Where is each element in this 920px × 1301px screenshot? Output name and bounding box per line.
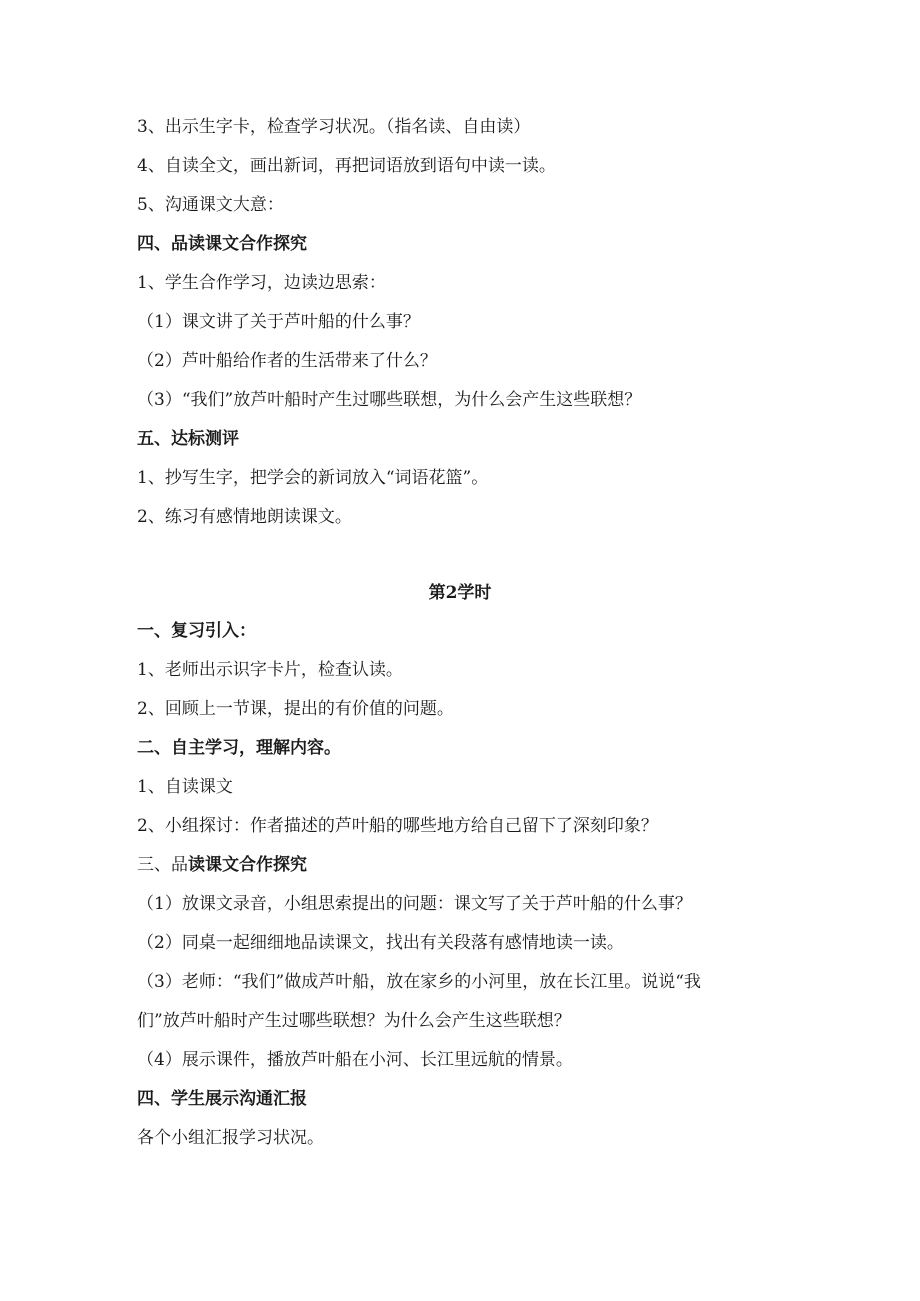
- question-2-line: （2）芦叶船给作者的生活带来了什么？: [137, 351, 437, 371]
- section-3-heading-prefix: 三、品: [137, 855, 188, 875]
- cooperative-study-line: 1、学生合作学习，边读边思索：: [137, 273, 386, 293]
- step-3-line: 3、出示生字卡，检查学习状况。（指名读、自由读）: [137, 117, 531, 137]
- review-heading: 一、复习引入：: [137, 621, 256, 641]
- self-study-1-line: 1、自读课文: [137, 777, 233, 797]
- assessment-2-line: 2、练习有感情地朗读课文。: [137, 507, 352, 527]
- self-study-2-line: 2、小组探讨：作者描述的芦叶船的哪些地方给自己留下了深刻印象？: [137, 816, 658, 836]
- report-line: 各个小组汇报学习状况。: [137, 1128, 324, 1148]
- activity-3-line-a: （3）老师：“我们”做成芦叶船，放在家乡的小河里，放在长江里。说说“我: [137, 972, 701, 992]
- review-1-line: 1、老师出示识字卡片，检查认读。: [137, 660, 403, 680]
- section-5-heading: 五、达标测评: [137, 429, 239, 449]
- activity-1-line: （1）放课文录音，小组思索提出的问题：课文写了关于芦叶船的什么事？: [137, 894, 692, 914]
- lesson-2-title: 第2学时: [428, 583, 492, 603]
- activity-2-line: （2）同桌一起细细地品读课文，找出有关段落有感情地读一读。: [137, 933, 624, 953]
- section-3-heading-bold: 读课文合作探究: [188, 855, 307, 875]
- assessment-1-line: 1、抄写生字，把学会的新词放入“词语花篮”。: [137, 468, 489, 488]
- section-4-heading: 四、品读课文合作探究: [137, 234, 307, 254]
- question-3-line: （3）“我们”放芦叶船时产生过哪些联想，为什么会产生这些联想？: [137, 390, 642, 410]
- activity-4-line: （4）展示课件，播放芦叶船在小河、长江里远航的情景。: [137, 1050, 573, 1070]
- review-2-line: 2、回顾上一节课，提出的有价值的问题。: [137, 699, 454, 719]
- activity-3-line-b: 们”放芦叶船时产生过哪些联想？为什么会产生这些联想？: [137, 1011, 571, 1031]
- report-heading: 四、学生展示沟通汇报: [137, 1089, 307, 1109]
- question-1-line: （1）课文讲了关于芦叶船的什么事？: [137, 312, 420, 332]
- step-5-line: 5、沟通课文大意：: [137, 195, 284, 215]
- self-study-heading: 二、自主学习，理解内容。: [137, 738, 341, 758]
- step-4-line: 4、自读全文，画出新词，再把词语放到语句中读一读。: [137, 156, 556, 176]
- section-3-heading: [137, 854, 307, 876]
